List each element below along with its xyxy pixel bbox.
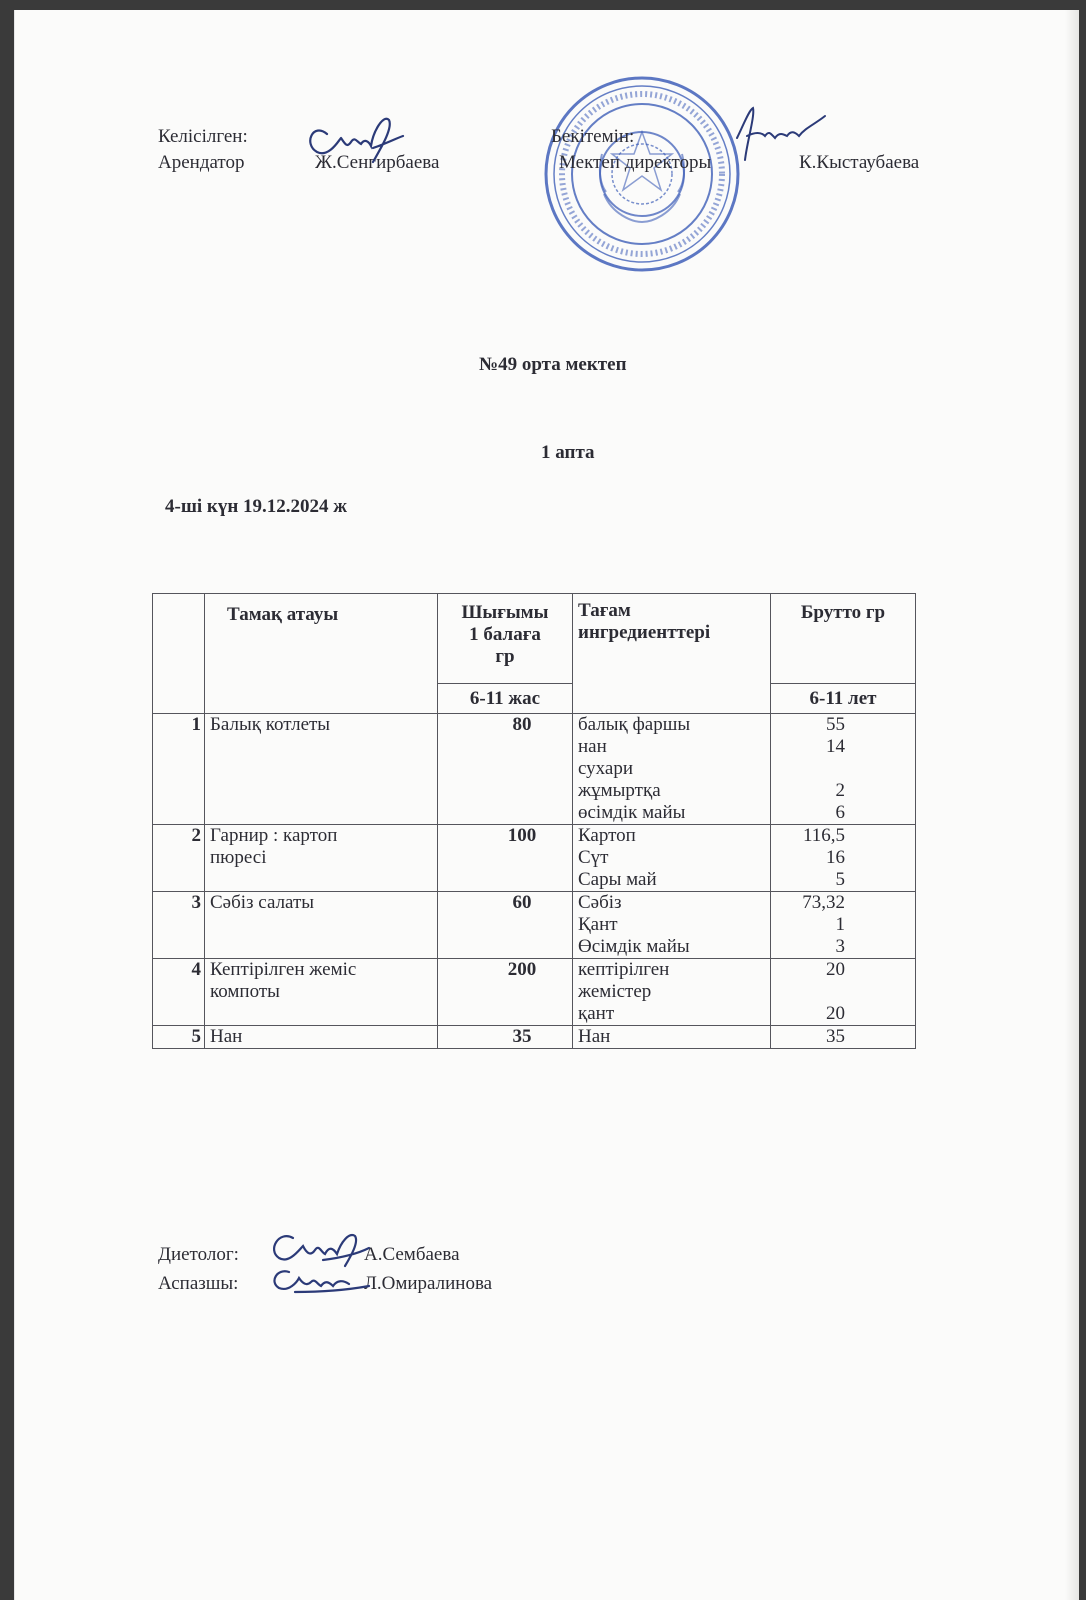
ingredient: нан	[578, 736, 607, 757]
tenant-name: Ж.Сенгирбаева	[315, 152, 440, 173]
dish-output-value: 100	[507, 825, 537, 846]
row-number: 2	[153, 825, 205, 892]
table-row	[153, 825, 916, 892]
header-dish-name: Тамақ атауы	[205, 594, 438, 714]
dish-output	[438, 714, 573, 825]
header-ingredients-line: ингредиенттері	[578, 622, 711, 643]
header-output-line: 1 балаға	[469, 624, 541, 645]
ingredient: Сүт	[578, 847, 609, 868]
director-name: К.Кыстаубаева	[799, 152, 920, 173]
dietitian-name: А.Сембаева	[364, 1244, 460, 1265]
row-number: 4	[153, 959, 205, 1026]
row-number: 1	[153, 714, 205, 825]
brutto-value: 3	[835, 936, 845, 957]
director-signature	[727, 102, 837, 172]
header-age-brutto: 6-11 лет	[771, 684, 916, 714]
dish-output-value: 35	[512, 1026, 532, 1047]
row-number: 3	[153, 892, 205, 959]
school-title: №49 орта мектеп	[479, 354, 627, 375]
dish-name-line: пюресі	[210, 847, 267, 868]
brutto-values	[771, 959, 916, 1026]
brutto-value: 35	[826, 1026, 845, 1047]
brutto-value: 14	[826, 736, 845, 757]
header-output-line: Шығымы	[461, 602, 549, 623]
brutto-values	[771, 1026, 916, 1049]
dish-output	[438, 825, 573, 892]
dish-name	[205, 959, 438, 1026]
brutto-value: 1	[835, 914, 845, 935]
header-ingredients-line: Тағам	[578, 600, 631, 621]
dish-ingredients	[573, 825, 771, 892]
header-number-cell	[153, 594, 205, 714]
cook-signature	[265, 1260, 375, 1300]
brutto-value	[771, 981, 845, 1003]
dish-name-line: Нан	[210, 1026, 243, 1047]
menu-table	[152, 593, 916, 1049]
approved-label: Бекітемін:	[551, 126, 635, 147]
school-seal-stamp	[542, 74, 742, 274]
dish-name	[205, 1026, 438, 1049]
header-brutto: Брутто гр	[771, 594, 916, 684]
dish-name	[205, 825, 438, 892]
tenant-role: Арендатор	[158, 152, 245, 173]
ingredient: Өсімдік майы	[578, 936, 690, 957]
page-edge-shadow	[1065, 10, 1079, 1600]
cook-name: Л.Омиралинова	[364, 1273, 493, 1294]
table-header-row	[153, 594, 916, 684]
dish-output	[438, 959, 573, 1026]
brutto-value: 16	[826, 847, 845, 868]
table-row	[153, 959, 916, 1026]
week-title: 1 апта	[541, 442, 595, 463]
ingredient: сухари	[578, 758, 634, 779]
brutto-value: 20	[826, 959, 845, 980]
ingredient: балық фаршы	[578, 714, 691, 735]
brutto-value: 6	[835, 802, 845, 823]
dish-output-value: 80	[512, 714, 532, 735]
dish-output-value: 60	[512, 892, 532, 913]
header-age-output: 6-11 жас	[438, 684, 573, 714]
document-sheet	[14, 10, 1079, 1600]
brutto-value: 20	[826, 1003, 845, 1024]
dish-ingredients	[573, 714, 771, 825]
brutto-value: 2	[835, 780, 845, 801]
cook-label: Аспазшы:	[158, 1273, 239, 1294]
ingredient: кептірілген	[578, 959, 670, 980]
dish-ingredients	[573, 1026, 771, 1049]
ingredient: Картоп	[578, 825, 636, 846]
ingredient: жемістер	[578, 981, 652, 1002]
dietitian-label: Диетолог:	[158, 1244, 239, 1265]
ingredient: жұмыртқа	[578, 780, 661, 801]
brutto-value: 55	[826, 714, 845, 735]
day-date-title: 4-ші күн 19.12.2024 ж	[165, 496, 348, 517]
dish-ingredients	[573, 892, 771, 959]
agreed-label: Келісілген:	[158, 126, 248, 147]
brutto-values	[771, 892, 916, 959]
row-number: 5	[153, 1026, 205, 1049]
header-output	[438, 594, 573, 684]
dish-name	[205, 714, 438, 825]
ingredient: Сәбіз	[578, 892, 622, 913]
ingredient: қант	[578, 1003, 615, 1024]
dish-name-line: Сәбіз салаты	[210, 892, 315, 913]
table-row	[153, 714, 916, 825]
dish-name	[205, 892, 438, 959]
ingredient: Сары май	[578, 869, 657, 890]
brutto-value	[771, 758, 845, 780]
brutto-values	[771, 825, 916, 892]
ingredient: Қант	[578, 914, 618, 935]
table-row	[153, 892, 916, 959]
dish-name-line: Балық котлеты	[210, 714, 331, 735]
dish-name-line: Кептірілген жеміс	[210, 959, 357, 980]
brutto-values	[771, 714, 916, 825]
tenant-signature	[299, 108, 409, 168]
ingredient: Нан	[578, 1026, 611, 1047]
dish-name-line: компоты	[210, 981, 280, 1002]
dish-output	[438, 892, 573, 959]
brutto-value: 73,32	[802, 892, 845, 913]
brutto-value: 116,5	[802, 825, 845, 846]
dish-ingredients	[573, 959, 771, 1026]
dish-output-value: 200	[507, 959, 537, 980]
dish-name-line: Гарнир : картоп	[210, 825, 338, 846]
ingredient: өсімдік майы	[578, 802, 686, 823]
dish-output	[438, 1026, 573, 1049]
table-row	[153, 1026, 916, 1049]
director-role: Мектеп директоры	[559, 152, 712, 173]
header-output-line: гр	[495, 646, 515, 667]
header-ingredients	[573, 594, 771, 714]
brutto-value: 5	[835, 869, 845, 890]
